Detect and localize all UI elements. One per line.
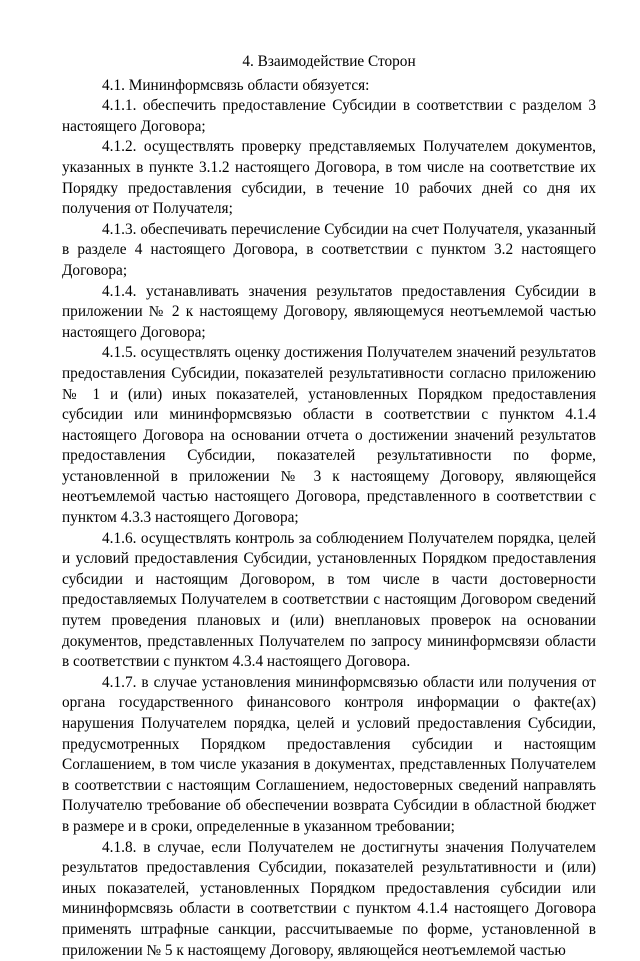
- paragraph-4-1-3: 4.1.3. обеспечивать перечисление Субсидии на счет Получателя, указанный в разделе 4 настоящего Договора, в соответствии с пунктом 3.2 настоящего Договора;: [62, 220, 596, 279]
- document-page: [62, 52, 596, 961]
- paragraph-4-1-2: 4.1.2. осуществлять проверку представляемых Получателем документов, указанных в пункте 3.1.2 настоящего Договора, в том числе на соответствие их Порядку предоставления субсидии, в течение 10 рабочих дней со дня их получения от Получателя;: [62, 138, 596, 218]
- paragraph-4-1-1: 4.1.1. обеспечить предоставление Субсидии в соответствии с разделом 3 настоящего Договора;: [62, 97, 596, 135]
- paragraph-4-1-5: 4.1.5. осуществлять оценку достижения Получателем значений результатов предоставления Субсидии, показателей результативности согласно приложению № 1 и (или) иных показателей, установленных Порядком предоставления субсидии или мининформсвязью области в соответствии с пунктом 4.1.4 настоящего Договора на основании отчета о достижении значений результатов предоставления Субсидии, показателей результативности по форме, установленной в приложении № 3 к настоящему Договору, являющейся неотъемлемой частью настоящего Договора, представленного в соответствии с пунктом 4.3.3 настоящего Договора;: [62, 344, 596, 527]
- section-heading: 4. Взаимодействие Сторон: [242, 53, 416, 70]
- paragraph-4-1-7: 4.1.7. в случае установления мининформсвязью области или получения от органа государственного финансового контроля информации о факте(ах) нарушения Получателем порядка, целей и условий предоставления Субсидии, предусмотренных Порядком предоставления субсидии и настоящим Соглашением, в том числе указания в документах, представленных Получателем в соответствии с настоящим Соглашением, недостоверных сведений направлять Получателю требование об обеспечении возврата Субсидии в областной бюджет в размере и в сроки, определенные в указанном требовании;: [62, 673, 596, 835]
- paragraph-4-1-4: 4.1.4. устанавливать значения результатов предоставления Субсидии в приложении № 2 к настоящему Договору, являющемуся неотъемлемой частью настоящего Договора;: [62, 282, 596, 341]
- paragraph-4-1-8: 4.1.8. в случае, если Получателем не достигнуты значения Получателем результатов предоставления Субсидии, показателей результативности и (или) иных показателей, установленных Порядком предоставления субсидии или мининформсвязь области в соответствии с пунктом 4.1.4 настоящего Договора применять штрафные санкции, рассчитываемые по форме, установленной в приложении № 5 к настоящему Договору, являющейся неотъемлемой частью: [62, 838, 596, 959]
- paragraph-4-1: 4.1. Мининформсвязь области обязуется:: [102, 76, 370, 94]
- paragraph-4-1-6: 4.1.6. осуществлять контроль за соблюдением Получателем порядка, целей и условий предоставления Субсидии, установленных Порядком предоставления субсидии и настоящим Договором, в том числе в части достоверности предоставляемых Получателем в соответствии с настоящим Договором сведений путем проведения плановых и (или) внеплановых проверок на основании документов, представленных Получателем по запросу мининформсвязи области в соответствии с пунктом 4.3.4 настоящего Договора.: [62, 529, 596, 671]
